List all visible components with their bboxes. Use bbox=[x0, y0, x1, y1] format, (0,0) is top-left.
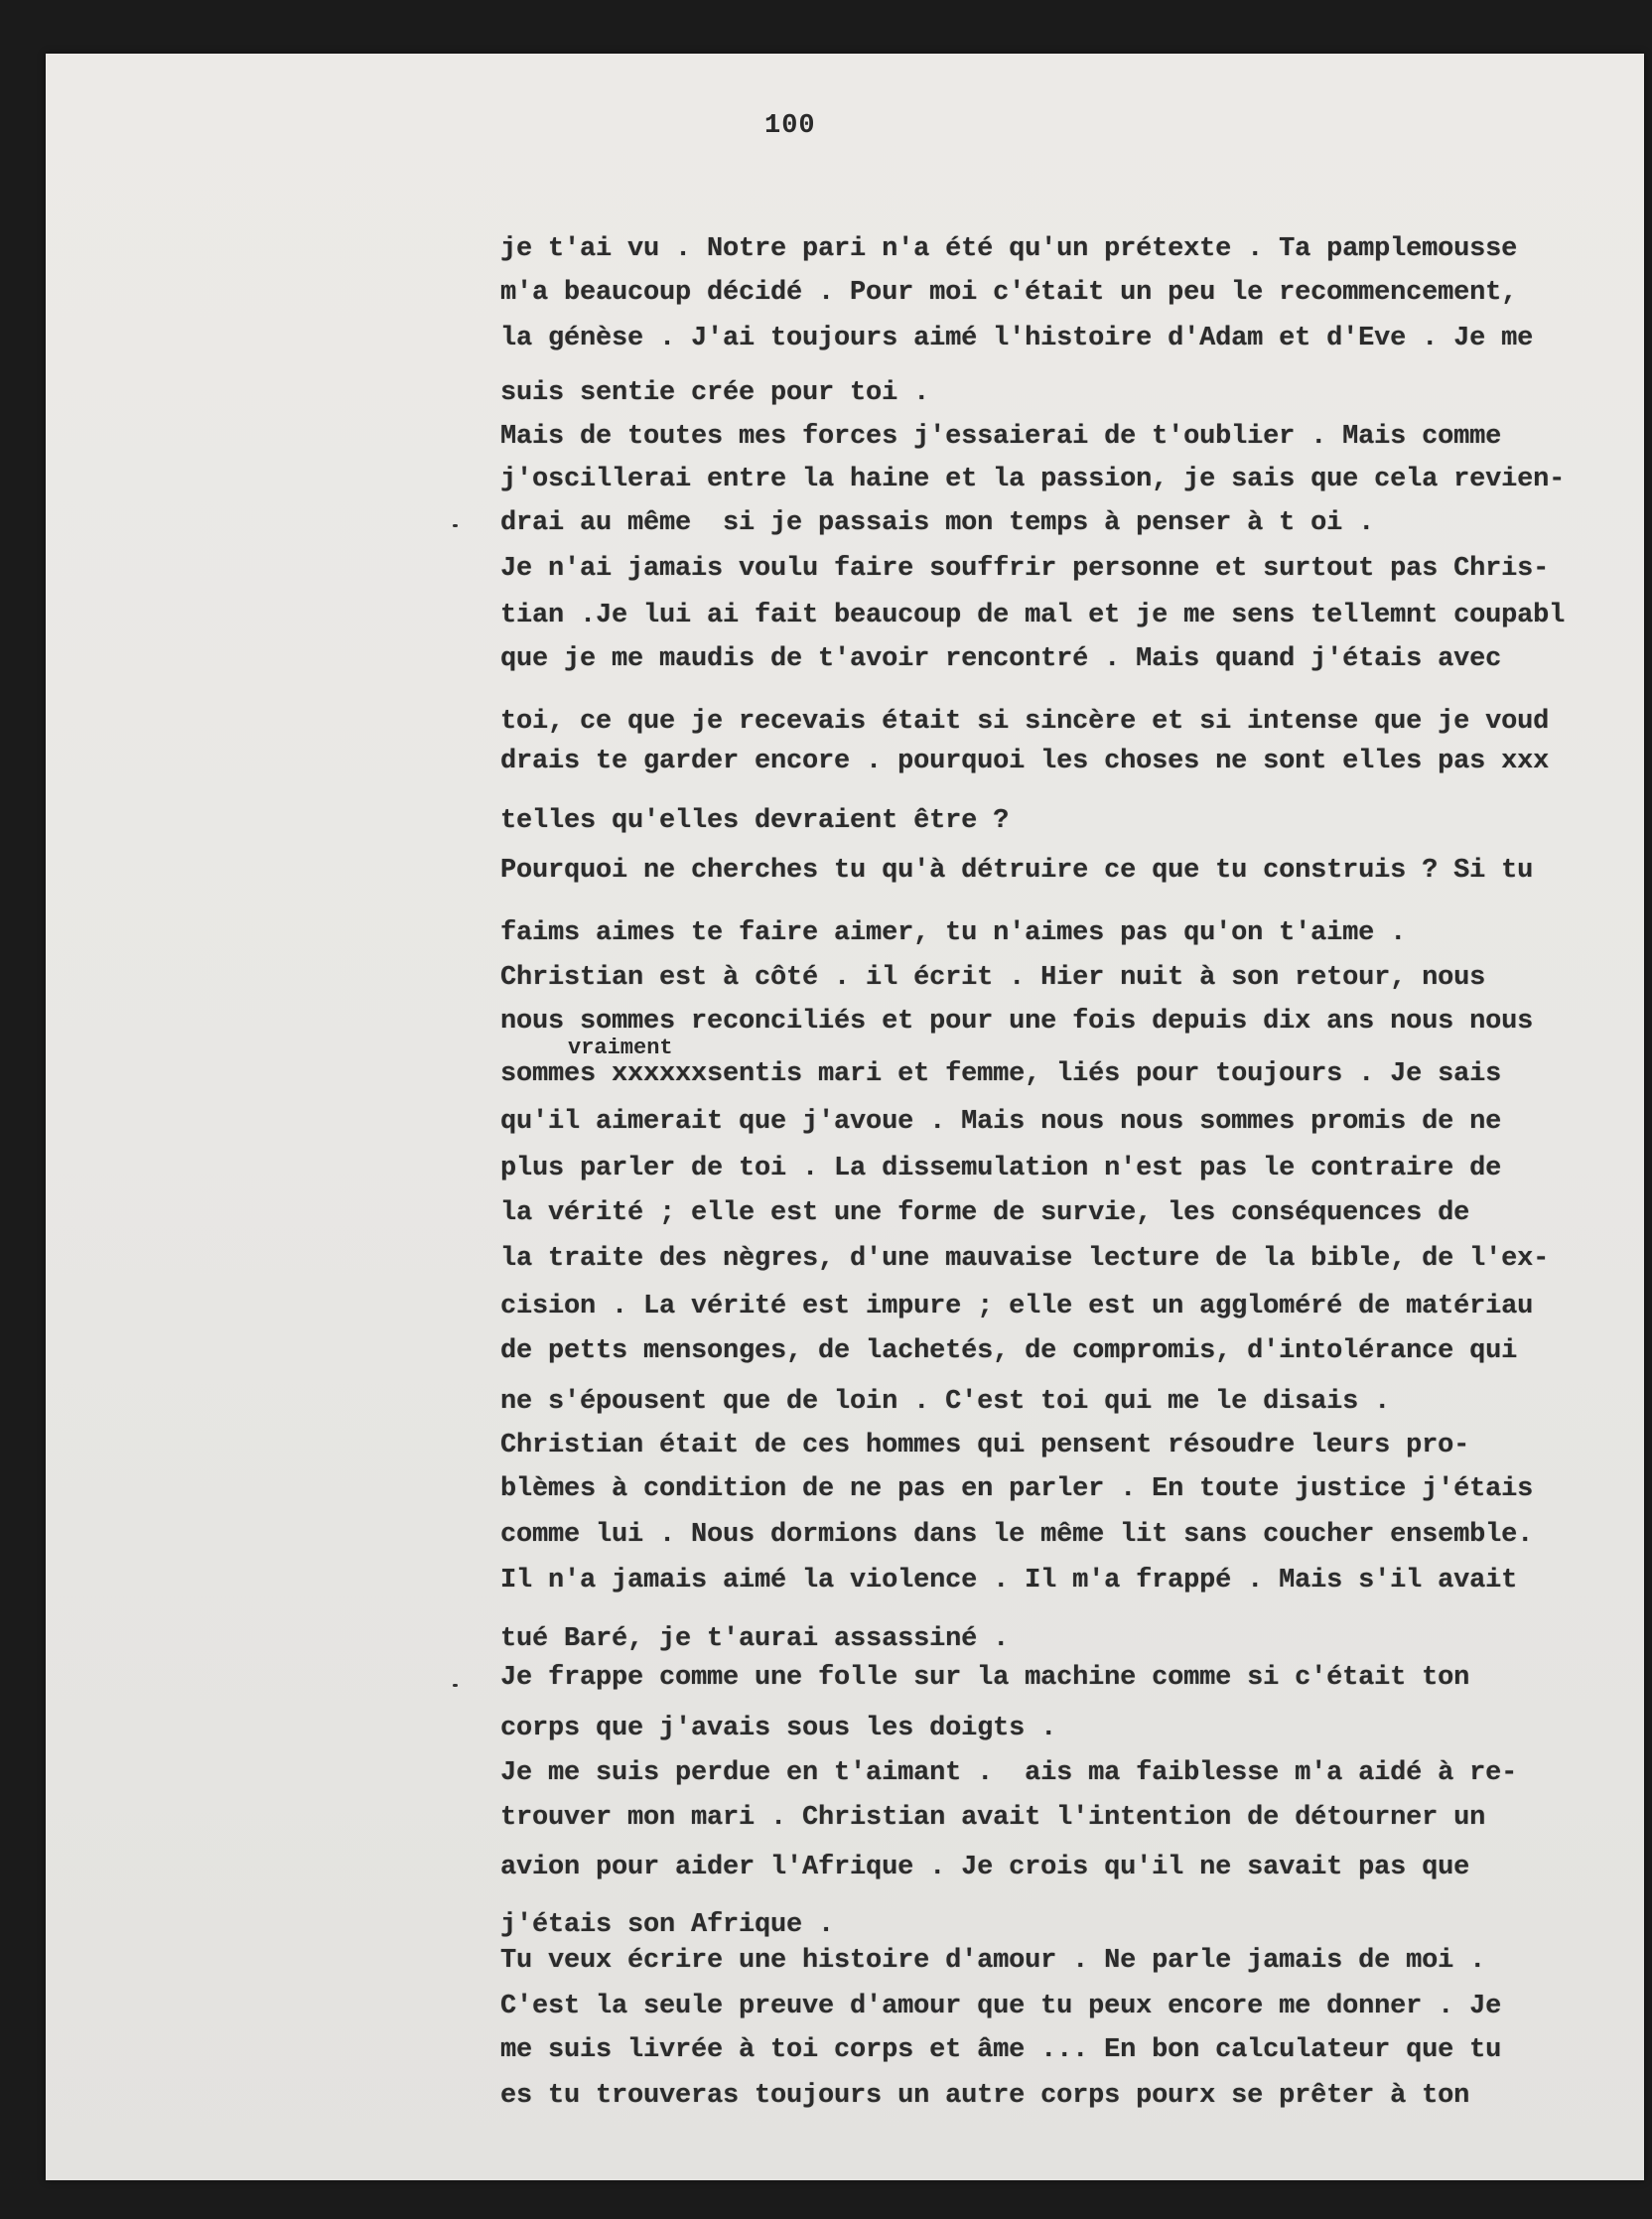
page-number: 100 bbox=[764, 111, 816, 141]
text-line: Tu veux écrire une histoire d'amour . Ne parle jamais de moi . bbox=[500, 1946, 1486, 1976]
text-line: m'a beaucoup décidé . Pour moi c'était un peu le recommencement, bbox=[500, 278, 1518, 308]
text-line: la génèse . J'ai toujours aimé l'histoire d'Adam et d'Eve . Je me bbox=[500, 324, 1534, 353]
text-line: je t'ai vu . Notre pari n'a été qu'un prétexte . Ta pamplemousse bbox=[500, 234, 1518, 264]
handwritten-insertion: vraiment bbox=[568, 1036, 673, 1060]
text-line: Christian était de ces hommes qui pensent résoudre leurs pro- bbox=[500, 1431, 1470, 1460]
text-line: Pourquoi ne cherches tu qu'à détruire ce que tu construis ? Si tu bbox=[500, 856, 1534, 886]
text-line: sommes xxxxxxsentis mari et femme, liés pour toujours . Je sais bbox=[500, 1059, 1502, 1089]
text-line: qu'il aimerait que j'avoue . Mais nous nous sommes promis de ne bbox=[500, 1107, 1502, 1137]
text-line: Christian est à côté . il écrit . Hier nuit à son retour, nous bbox=[500, 963, 1486, 993]
text-line: comme lui . Nous dormions dans le même lit sans coucher ensemble. bbox=[500, 1520, 1534, 1550]
text-line: trouver mon mari . Christian avait l'intention de détourner un bbox=[500, 1803, 1486, 1833]
text-line: telles qu'elles devraient être ? bbox=[500, 806, 1010, 836]
text-line: Je me suis perdue en t'aimant . ais ma faiblesse m'a aidé à re- bbox=[500, 1758, 1518, 1788]
margin-mark bbox=[453, 524, 458, 527]
text-line: nous sommes reconciliés et pour une fois depuis dix ans nous nous bbox=[500, 1007, 1534, 1037]
text-line: Mais de toutes mes forces j'essaierai de t'oublier . Mais comme bbox=[500, 422, 1502, 452]
margin-mark bbox=[453, 1684, 458, 1687]
text-line: j'étais son Afrique . bbox=[500, 1910, 835, 1940]
text-line: Je frappe comme une folle sur la machine comme si c'était ton bbox=[500, 1663, 1470, 1693]
typed-page bbox=[46, 54, 1644, 2180]
text-line: Je n'ai jamais voulu faire souffrir personne et surtout pas Chris- bbox=[500, 554, 1550, 584]
text-line: que je me maudis de t'avoir rencontré . Mais quand j'étais avec bbox=[500, 644, 1502, 674]
text-line: drai au même si je passais mon temps à penser à t oi . bbox=[500, 508, 1375, 538]
text-line: es tu trouveras toujours un autre corps pourx se prêter à ton bbox=[500, 2081, 1470, 2111]
text-line: corps que j'avais sous les doigts . bbox=[500, 1714, 1057, 1743]
text-line: ne s'épousent que de loin . C'est toi qui me le disais . bbox=[500, 1387, 1391, 1417]
text-line: la traite des nègres, d'une mauvaise lecture de la bible, de l'ex- bbox=[500, 1244, 1550, 1274]
text-line: me suis livrée à toi corps et âme ... En bon calculateur que tu bbox=[500, 2035, 1502, 2065]
text-line: avion pour aider l'Afrique . Je crois qu'il ne savait pas que bbox=[500, 1853, 1470, 1882]
text-line: tian .Je lui ai fait beaucoup de mal et je me sens tellemnt coupabl bbox=[500, 601, 1566, 630]
text-line: drais te garder encore . pourquoi les choses ne sont elles pas xxx bbox=[500, 747, 1550, 776]
text-line: la vérité ; elle est une forme de survie, les conséquences de bbox=[500, 1198, 1470, 1228]
text-line: j'oscillerai entre la haine et la passion, je sais que cela revien- bbox=[500, 465, 1566, 494]
text-line: C'est la seule preuve d'amour que tu peux encore me donner . Je bbox=[500, 1992, 1502, 2021]
text-line: tué Baré, je t'aurai assassiné . bbox=[500, 1624, 1010, 1654]
text-line: faims aimes te faire aimer, tu n'aimes pas qu'on t'aime . bbox=[500, 918, 1407, 948]
text-line: plus parler de toi . La dissemulation n'est pas le contraire de bbox=[500, 1154, 1502, 1183]
text-line: blèmes à condition de ne pas en parler . En toute justice j'étais bbox=[500, 1474, 1534, 1504]
text-line: suis sentie crée pour toi . bbox=[500, 378, 930, 408]
text-line: toi, ce que je recevais était si sincère et si intense que je voud bbox=[500, 707, 1550, 737]
text-line: de petts mensonges, de lachetés, de compromis, d'intolérance qui bbox=[500, 1336, 1518, 1366]
text-line: Il n'a jamais aimé la violence . Il m'a frappé . Mais s'il avait bbox=[500, 1566, 1518, 1595]
text-line: cision . La vérité est impure ; elle est un aggloméré de matériau bbox=[500, 1292, 1534, 1321]
